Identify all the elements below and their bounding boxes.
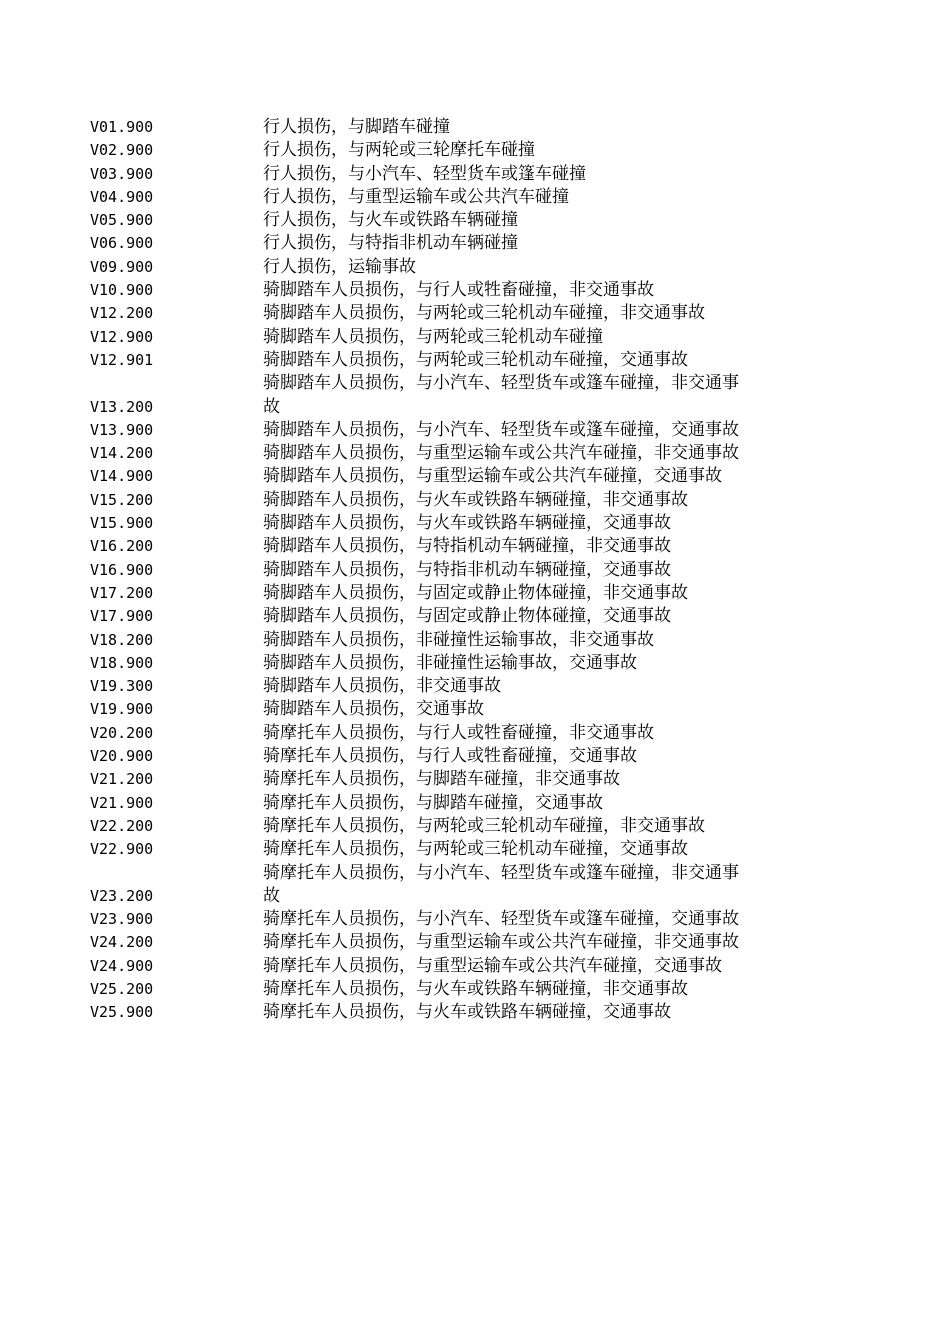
table-row — [90, 862, 770, 909]
description-cell: 骑脚踏车人员损伤，与特指非机动车辆碰撞，交通事故 — [263, 559, 671, 580]
table-row — [90, 605, 770, 628]
table-row — [90, 442, 770, 465]
table-row — [90, 326, 770, 349]
code-cell: V01.900 — [90, 118, 154, 136]
code-cell: V14.900 — [90, 467, 154, 486]
table-row — [90, 372, 770, 419]
table-row — [90, 279, 770, 302]
table-row — [90, 489, 770, 512]
description-cell: 骑摩托车人员损伤，与火车或铁路车辆碰撞，交通事故 — [263, 1002, 671, 1023]
description-cell: 行人损伤，与两轮或三轮摩托车碰撞 — [263, 140, 535, 161]
table-row — [90, 1001, 770, 1024]
description-cell: 骑脚踏车人员损伤，与火车或铁路车辆碰撞，交通事故 — [263, 513, 671, 534]
table-row — [90, 232, 770, 255]
table-row — [90, 768, 770, 791]
code-cell: V24.200 — [90, 933, 154, 952]
code-cell: V14.200 — [90, 444, 154, 463]
description-cell: 骑摩托车人员损伤，与两轮或三轮机动车碰撞，非交通事故 — [263, 815, 705, 836]
table-row — [90, 698, 770, 721]
description-cell: 骑摩托车人员损伤，与脚踏车碰撞，交通事故 — [263, 792, 603, 813]
description-cell: 骑脚踏车人员损伤，与固定或静止物体碰撞，交通事故 — [263, 606, 671, 627]
table-row — [90, 908, 770, 931]
table-row — [90, 815, 770, 838]
description-cell: 骑脚踏车人员损伤，交通事故 — [263, 699, 484, 720]
code-cell: V05.900 — [90, 211, 154, 230]
code-cell: V13.900 — [90, 420, 154, 439]
code-cell: V18.900 — [90, 653, 154, 672]
code-cell: V22.200 — [90, 816, 154, 835]
table-row — [90, 559, 770, 582]
table-row — [90, 116, 770, 139]
description-cell: 骑脚踏车人员损伤，非碰撞性运输事故，非交通事故 — [263, 629, 654, 650]
table-row — [90, 419, 770, 442]
table-row — [90, 349, 770, 372]
table-row — [90, 163, 770, 186]
injury-code-table — [90, 116, 770, 1025]
code-cell: V25.900 — [90, 1003, 154, 1022]
description-cell: 行人损伤，与重型运输车或公共汽车碰撞 — [263, 186, 569, 207]
code-cell: V13.200 — [90, 397, 154, 416]
code-cell: V10.900 — [90, 281, 154, 300]
description-cell: 骑脚踏车人员损伤，与重型运输车或公共汽车碰撞，交通事故 — [263, 466, 722, 487]
table-row — [90, 582, 770, 605]
table-row — [90, 465, 770, 488]
code-cell: V06.900 — [90, 234, 154, 253]
code-cell: V21.900 — [90, 793, 154, 812]
table-row — [90, 209, 770, 232]
code-cell: V23.200 — [90, 886, 154, 905]
code-cell: V19.300 — [90, 677, 154, 696]
code-cell: V12.900 — [90, 327, 154, 346]
description-cell: 行人损伤，与特指非机动车辆碰撞 — [263, 233, 518, 254]
table-row — [90, 629, 770, 652]
table-row — [90, 978, 770, 1001]
description-cell: 行人损伤，与火车或铁路车辆碰撞 — [263, 210, 518, 231]
table-row — [90, 931, 770, 954]
code-cell: V17.200 — [90, 583, 154, 602]
description-cell: 骑脚踏车人员损伤，与两轮或三轮机动车碰撞 — [263, 326, 603, 347]
description-cell: 骑脚踏车人员损伤，与火车或铁路车辆碰撞，非交通事故 — [263, 489, 688, 510]
description-cell: 骑摩托车人员损伤，与重型运输车或公共汽车碰撞，非交通事故 — [263, 932, 739, 953]
description-cell: 骑摩托车人员损伤，与小汽车、轻型货车或篷车碰撞，交通事故 — [263, 909, 739, 930]
code-cell: V20.200 — [90, 723, 154, 742]
table-row — [90, 139, 770, 162]
code-cell: V12.901 — [90, 350, 154, 369]
table-row — [90, 955, 770, 978]
code-cell: V25.200 — [90, 979, 154, 998]
code-cell: V16.900 — [90, 560, 154, 579]
code-cell: V19.900 — [90, 700, 154, 719]
code-cell: V04.900 — [90, 187, 154, 206]
description-cell: 骑摩托车人员损伤，与脚踏车碰撞，非交通事故 — [263, 769, 620, 790]
code-cell: V09.900 — [90, 257, 154, 276]
code-cell: V16.200 — [90, 537, 154, 556]
description-cell: 行人损伤，运输事故 — [263, 256, 416, 277]
description-cell: 骑脚踏车人员损伤，与特指机动车辆碰撞，非交通事故 — [263, 536, 671, 557]
code-cell: V12.200 — [90, 304, 154, 323]
table-row — [90, 792, 770, 815]
code-cell: V22.900 — [90, 840, 154, 859]
table-row — [90, 838, 770, 861]
description-cell: 骑脚踏车人员损伤，与两轮或三轮机动车碰撞，交通事故 — [263, 349, 688, 370]
table-row — [90, 186, 770, 209]
description-cell: 骑脚踏车人员损伤，与重型运输车或公共汽车碰撞，非交通事故 — [263, 443, 739, 464]
description-cell: 骑摩托车人员损伤，与火车或铁路车辆碰撞，非交通事故 — [263, 978, 688, 999]
description-cell: 骑脚踏车人员损伤，非交通事故 — [263, 676, 501, 697]
table-row — [90, 302, 770, 325]
code-cell: V17.900 — [90, 607, 154, 626]
table-row — [90, 256, 770, 279]
code-cell: V23.900 — [90, 910, 154, 929]
code-cell: V21.200 — [90, 770, 154, 789]
table-row — [90, 745, 770, 768]
description-cell: 骑脚踏车人员损伤，与小汽车、轻型货车或篷车碰撞，交通事故 — [263, 419, 739, 440]
code-cell: V20.900 — [90, 747, 154, 766]
description-cell: 骑摩托车人员损伤，与行人或牲畜碰撞，交通事故 — [263, 746, 637, 767]
description-cell: 骑摩托车人员损伤，与行人或牲畜碰撞，非交通事故 — [263, 722, 654, 743]
description-cell: 行人损伤，与小汽车、轻型货车或篷车碰撞 — [263, 163, 586, 184]
code-cell: V24.900 — [90, 956, 154, 975]
description-cell: 骑脚踏车人员损伤，与两轮或三轮机动车碰撞，非交通事故 — [263, 303, 705, 324]
code-cell: V03.900 — [90, 164, 154, 183]
description-cell: 骑摩托车人员损伤，与小汽车、轻型货车或篷车碰撞，非交通事故 — [263, 862, 739, 906]
description-cell: 骑脚踏车人员损伤，与固定或静止物体碰撞，非交通事故 — [263, 582, 688, 603]
table-row — [90, 652, 770, 675]
code-cell: V02.900 — [90, 141, 154, 160]
description-cell: 骑摩托车人员损伤，与重型运输车或公共汽车碰撞，交通事故 — [263, 955, 722, 976]
table-row — [90, 675, 770, 698]
description-cell: 骑脚踏车人员损伤，与行人或牲畜碰撞，非交通事故 — [263, 280, 654, 301]
code-cell: V15.900 — [90, 514, 154, 533]
description-cell: 骑摩托车人员损伤，与两轮或三轮机动车碰撞，交通事故 — [263, 839, 688, 860]
table-row — [90, 535, 770, 558]
code-cell: V18.200 — [90, 630, 154, 649]
table-row — [90, 512, 770, 535]
table-row — [90, 722, 770, 745]
description-cell: 行人损伤，与脚踏车碰撞 — [263, 117, 450, 137]
code-cell: V15.200 — [90, 490, 154, 509]
description-cell: 骑脚踏车人员损伤，非碰撞性运输事故，交通事故 — [263, 652, 637, 673]
description-cell: 骑脚踏车人员损伤，与小汽车、轻型货车或篷车碰撞，非交通事故 — [263, 373, 739, 417]
